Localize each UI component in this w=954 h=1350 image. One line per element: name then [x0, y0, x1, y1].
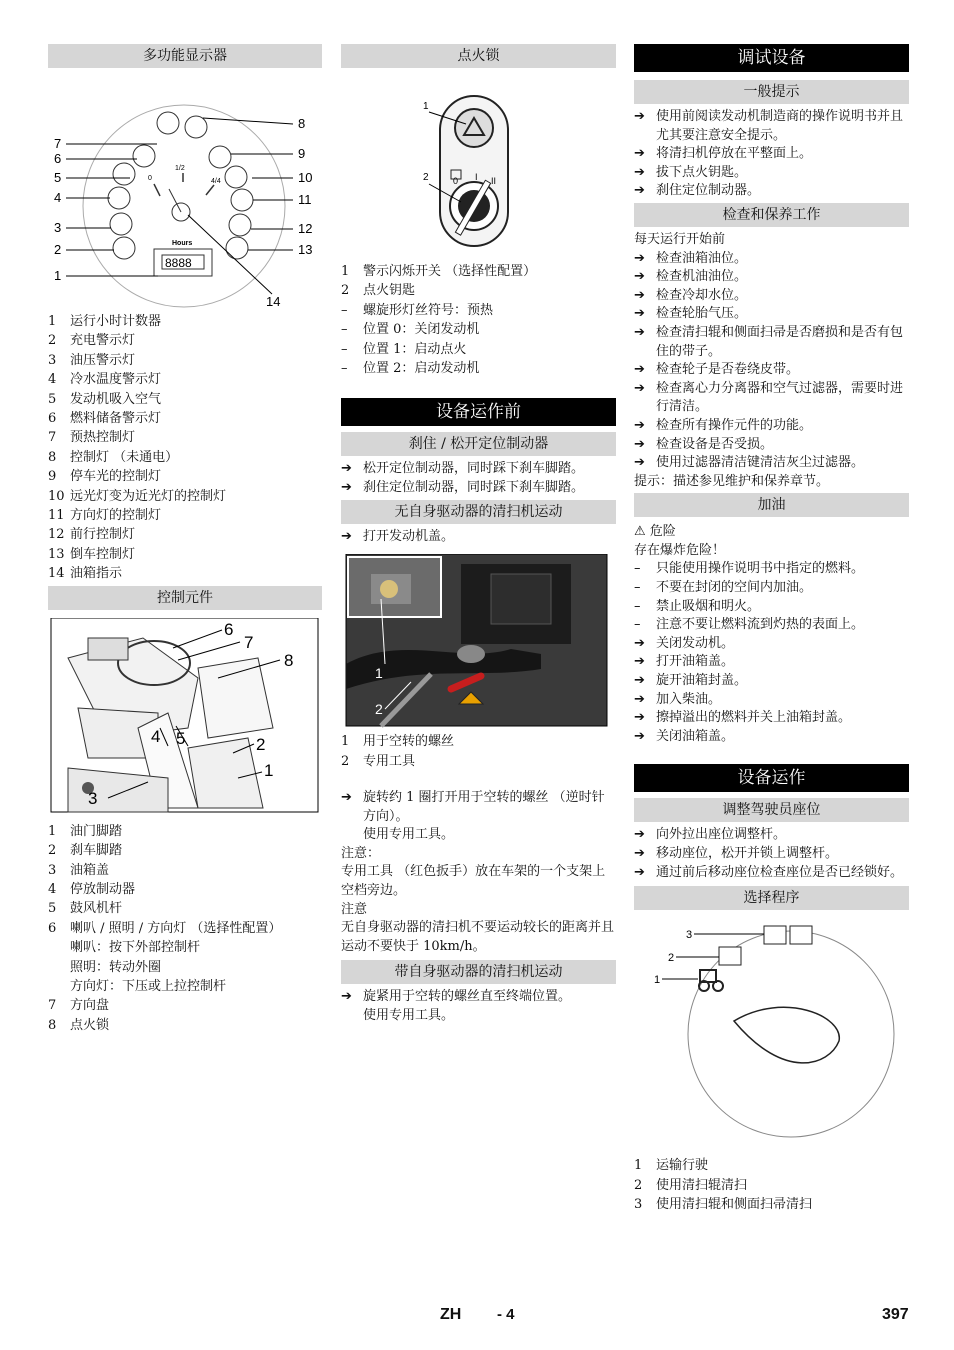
gauge-mark-half: 1/2	[175, 165, 185, 172]
item-number: 7	[48, 998, 57, 1014]
item-number: 13	[48, 546, 65, 562]
brake-steps	[341, 460, 616, 497]
list-item	[634, 108, 909, 145]
list-item	[341, 479, 616, 498]
arrow-icon: ➔	[341, 528, 352, 544]
item-text: 刹住定位制动器。	[656, 183, 761, 199]
item-number: 4	[48, 372, 57, 388]
item-text: 方向灯的控制灯	[70, 508, 162, 524]
item-text: 点火锁	[70, 1017, 110, 1033]
callout-11: 11	[298, 192, 312, 207]
list-item	[634, 579, 909, 598]
note1-text: 专用工具 （红色扳手）放在车架的一个支架上空档旁边。	[341, 864, 606, 898]
list-item	[48, 564, 322, 583]
list-item	[634, 1156, 909, 1175]
item-number: 5	[48, 391, 57, 407]
item-text: 刹车脚踏	[70, 843, 123, 859]
list-item	[634, 653, 909, 672]
column-1	[48, 44, 322, 1035]
program-callout-2: 2	[668, 952, 675, 965]
item-number: 2	[48, 843, 57, 859]
list-item	[634, 164, 909, 183]
list-item	[341, 460, 616, 479]
list-item	[634, 454, 909, 473]
item-text: 油箱盖	[70, 862, 110, 878]
item-text: 油门脚踏	[70, 823, 123, 839]
list-item	[634, 672, 909, 691]
list-item	[341, 752, 616, 771]
controls-callout-5: 5	[176, 728, 186, 748]
list-item	[634, 305, 909, 324]
item-text: 远光灯变为近光灯的控制灯	[70, 488, 227, 504]
item-text: 照明：转动外圈	[70, 959, 162, 975]
list-item	[341, 281, 616, 300]
list-item	[48, 899, 322, 918]
item-text: 通过前后移动座位检查座位是否已经锁好。	[656, 864, 904, 880]
item-number	[48, 938, 70, 957]
danger-items	[634, 560, 909, 634]
ignition-lock-diagram	[341, 82, 616, 258]
controls-legend-list	[48, 822, 322, 1035]
arrow-icon: ➔	[341, 790, 352, 806]
commissioning-heading: 调试设备	[634, 44, 909, 72]
check-intro: 每天运行开始前	[634, 231, 726, 247]
general-steps	[634, 108, 909, 201]
note2-label: 注意	[341, 901, 368, 917]
item-number: 5	[48, 901, 57, 917]
item-text: 检查离心力分离器和空气过滤器，需要时进行清洁。	[656, 380, 904, 415]
item-text: 不要在封闭的空间内加油。	[656, 580, 813, 596]
arrow-icon: ➔	[634, 827, 645, 843]
hours-label: Hours	[172, 240, 193, 247]
list-item	[634, 616, 909, 635]
item-text: 油箱指示	[70, 566, 123, 582]
program-callout-3: 3	[686, 929, 693, 942]
item-text: 位置 2：启动发动机	[363, 361, 480, 377]
arrow-icon: ➔	[634, 362, 645, 378]
item-text: 燃料储备警示灯	[70, 411, 162, 427]
item-number: 10	[48, 488, 65, 504]
item-text: 检查油箱油位。	[656, 250, 748, 266]
list-item	[634, 560, 909, 579]
controls-callout-1: 1	[264, 760, 274, 780]
item-number: 14	[48, 566, 65, 582]
controls-callout-6: 6	[224, 619, 234, 639]
turn-step-sub: 使用专用工具。	[363, 827, 455, 843]
item-number: 1	[48, 314, 57, 329]
list-item	[634, 268, 909, 287]
ignition-pos-1: I	[475, 172, 478, 182]
danger-row	[634, 523, 909, 542]
refuel-heading: 加油	[634, 493, 909, 517]
item-number: 11	[48, 508, 65, 524]
list-item	[341, 262, 616, 281]
note1-label: 注意：	[341, 845, 381, 861]
danger-label: 危险	[649, 524, 676, 540]
list-item	[634, 287, 909, 306]
list-item	[48, 351, 322, 370]
arrow-icon: ➔	[634, 654, 645, 670]
item-text: 向外拉出座位调整杆。	[656, 827, 787, 843]
arrow-icon: ➔	[634, 146, 645, 162]
item-text: 充电警示灯	[70, 333, 136, 349]
controls-photo-diagram	[48, 618, 322, 814]
list-item	[634, 598, 909, 617]
item-text: 冷水温度警示灯	[70, 372, 162, 388]
controls-heading: 控制元件	[48, 586, 322, 610]
list-item	[634, 728, 909, 747]
item-number: 4	[48, 881, 57, 897]
item-text: 禁止吸烟和明火。	[656, 598, 761, 614]
note2-text: 无自身驱动器的清扫机不要运动较长的距离并且运动不要快于 10km/h。	[341, 920, 615, 954]
engine-callout-1: 1	[375, 665, 383, 682]
dash-icon: –	[634, 617, 641, 633]
list-item	[634, 182, 909, 201]
brake-heading: 刹住 / 松开定位制动器	[341, 432, 616, 456]
item-text: 检查机油油位。	[656, 269, 748, 285]
item-number: 3	[634, 1197, 643, 1212]
arrow-icon: ➔	[341, 989, 352, 1005]
item-text: 移动座位，松开并锁上调整杆。	[656, 846, 839, 861]
callout-14: 14	[266, 294, 281, 309]
arrow-icon: ➔	[634, 417, 645, 433]
item-text: 喇叭：按下外部控制杆	[70, 940, 201, 956]
engine-callout-2: 2	[375, 701, 383, 718]
list-item: ➔ 旋紧用于空转的螺丝直至终端位置。	[341, 988, 616, 1007]
warning-icon: ⚠	[634, 524, 646, 540]
item-number: 8	[48, 449, 57, 465]
item-text: 擦掉溢出的燃料并关上油箱封盖。	[656, 710, 852, 726]
controls-callout-8: 8	[284, 650, 294, 670]
callout-3: 3	[54, 220, 62, 235]
check-steps	[634, 250, 909, 473]
engine-photo-diagram	[341, 554, 616, 728]
arrow-icon: ➔	[634, 691, 645, 707]
ignition-pos-2: II	[491, 176, 497, 186]
refuel-steps	[634, 635, 909, 747]
controls-callout-7: 7	[244, 632, 254, 652]
item-text: 使用前阅读发动机制造商的操作说明书并且尤其要注意安全提示。	[656, 109, 904, 143]
arrow-icon: ➔	[634, 250, 645, 266]
item-number: 7	[48, 430, 57, 446]
callout-9: 9	[298, 146, 306, 161]
item-text: 发动机吸入空气	[70, 391, 162, 407]
item-text: 油压警示灯	[70, 352, 136, 368]
dash-icon: –	[634, 561, 641, 577]
item-number: –	[341, 361, 348, 377]
callout-5: 5	[54, 170, 62, 185]
no-drive-steps	[341, 528, 616, 547]
item-number	[48, 977, 70, 996]
item-text: 使用过滤器清洁键清洁灰尘过滤器。	[656, 455, 865, 471]
callout-8: 8	[298, 116, 306, 131]
arrow-icon: ➔	[634, 183, 645, 199]
controls-callout-3: 3	[88, 788, 98, 808]
item-text: 前行控制灯	[70, 527, 136, 543]
list-item	[341, 301, 616, 320]
item-text: 将清扫机停放在平整面上。	[656, 146, 813, 162]
list-item	[48, 370, 322, 389]
ignition-legend-list	[341, 262, 616, 378]
item-text: 停放制动器	[70, 881, 136, 897]
column-3	[634, 44, 909, 1214]
callout-10: 10	[298, 170, 313, 185]
item-text: 喇叭 / 照明 / 方向灯 （选择性配置）	[70, 920, 282, 936]
item-text: 控制灯 （未通电）	[70, 449, 179, 465]
arrow-icon: ➔	[341, 461, 352, 477]
callout-6: 6	[54, 151, 62, 166]
list-item	[634, 380, 909, 417]
item-text: 方向盘	[70, 998, 110, 1014]
arrow-icon: ➔	[341, 480, 352, 496]
list-item	[634, 361, 909, 380]
item-number: 6	[48, 411, 57, 427]
list-item	[48, 525, 322, 544]
program-heading: 选择程序	[634, 886, 909, 910]
controls-callout-4: 4	[151, 726, 161, 746]
arrow-icon: ➔	[634, 436, 645, 452]
item-text: 用于空转的螺丝	[363, 734, 455, 750]
arrow-icon: ➔	[634, 455, 645, 471]
ignition-callout-1: 1	[423, 101, 429, 112]
list-item	[48, 312, 322, 331]
list-item: ➔ 旋转约 1 圈打开用于空转的螺丝 （逆时针方向）。	[341, 789, 616, 826]
item-text: 倒车控制灯	[70, 546, 136, 562]
arrow-icon: ➔	[634, 635, 645, 651]
item-text: 打开油箱盖。	[656, 654, 735, 670]
item-number: 3	[48, 352, 57, 368]
list-item	[48, 545, 322, 564]
item-number: –	[341, 302, 348, 318]
list-item	[634, 145, 909, 164]
dash-icon: –	[634, 598, 641, 614]
display-figure	[48, 72, 322, 312]
item-number: 1	[341, 734, 350, 750]
item-text: 方向灯：下压或上拉控制杆	[70, 978, 227, 994]
dash-icon: –	[634, 580, 641, 596]
list-item	[341, 528, 616, 547]
engine-legend-list	[341, 732, 616, 771]
list-item	[48, 861, 322, 880]
item-text: 位置 1：启动点火	[363, 341, 467, 357]
general-heading: 一般提示	[634, 80, 909, 104]
item-text: 检查所有操作元件的功能。	[656, 417, 813, 433]
list-item	[48, 841, 322, 860]
list-item	[48, 880, 322, 899]
program-callout-1: 1	[654, 974, 661, 987]
list-item	[341, 732, 616, 751]
callout-4: 4	[54, 190, 62, 205]
display-heading: 多功能显示器	[48, 44, 322, 68]
callout-7: 7	[54, 136, 62, 151]
with-drive-sub: 使用专用工具。	[363, 1007, 455, 1023]
item-text: 鼓风机杆	[70, 901, 123, 917]
item-number: 12	[48, 527, 65, 543]
item-text: 运行小时计数器	[70, 314, 162, 329]
arrow-icon: ➔	[634, 673, 645, 689]
svg-text:8888: 8888	[165, 256, 192, 270]
item-number: 1	[341, 264, 350, 279]
list-item	[48, 331, 322, 350]
item-text: 关闭发动机。	[656, 635, 735, 651]
item-text: 检查轮胎气压。	[656, 306, 748, 322]
arrow-icon: ➔	[634, 269, 645, 285]
list-item	[341, 340, 616, 359]
callout-12: 12	[298, 221, 313, 236]
item-number	[48, 958, 70, 977]
program-selector-diagram	[634, 916, 909, 1152]
list-item	[48, 977, 322, 996]
arrow-icon: ➔	[634, 109, 645, 124]
item-text: 打开发动机盖。	[363, 528, 455, 544]
ignition-pos-0: 0	[453, 176, 459, 186]
item-text: 点火钥匙	[363, 283, 416, 299]
item-text: 检查轮子是否卷绕皮带。	[656, 362, 800, 378]
list-item	[634, 691, 909, 710]
item-number: 8	[48, 1017, 57, 1033]
list-item	[634, 324, 909, 361]
list-item	[634, 1176, 909, 1195]
turn-steps	[341, 789, 616, 826]
list-item	[341, 320, 616, 339]
with-drive-steps	[341, 988, 616, 1007]
item-text: 刹住定位制动器，同时踩下刹车脚踏。	[363, 480, 585, 496]
callout-1: 1	[54, 268, 62, 283]
list-item	[48, 467, 322, 486]
list-item	[48, 919, 322, 938]
item-text: 旋开油箱封盖。	[656, 673, 748, 689]
item-text: 预热控制灯	[70, 430, 136, 446]
arrow-icon: ➔	[634, 324, 645, 340]
item-text: 只能使用操作说明书中指定的燃料。	[656, 561, 865, 577]
gauge-mark-full: 4/4	[211, 178, 221, 185]
column-2	[341, 44, 616, 1026]
list-item	[48, 1016, 322, 1035]
footer-page-local: - 4	[497, 1306, 515, 1323]
no-drive-heading: 无自身驱动器的清扫机运动	[341, 500, 616, 524]
arrow-icon: ➔	[634, 864, 645, 880]
multifunction-display-diagram	[48, 72, 322, 312]
list-item	[48, 506, 322, 525]
item-text: 检查清扫辊和侧面扫帚是否磨损和是否有包住的带子。	[656, 324, 904, 359]
item-text: 位置 0：关闭发动机	[363, 322, 480, 338]
callout-2: 2	[54, 242, 62, 257]
arrow-icon: ➔	[634, 710, 645, 726]
item-text: 关闭油箱盖。	[656, 728, 735, 744]
item-text: 检查冷却水位。	[656, 287, 748, 303]
item-number: –	[341, 341, 348, 357]
item-text: 使用清扫辊和侧面扫帚清扫	[656, 1197, 813, 1212]
list-item	[48, 487, 322, 506]
list-item	[341, 359, 616, 378]
ignition-callout-2: 2	[423, 172, 429, 183]
list-item	[48, 822, 322, 841]
list-item	[634, 709, 909, 728]
gauge-mark-0: 0	[148, 175, 152, 182]
item-text: 加入柴油。	[656, 691, 722, 707]
item-number: 1	[48, 823, 57, 839]
list-item	[48, 448, 322, 467]
item-text: 专用工具	[363, 753, 416, 769]
list-item	[634, 864, 909, 883]
ignition-figure	[341, 82, 616, 262]
arrow-icon: ➔	[634, 164, 645, 180]
item-number: 9	[48, 469, 57, 485]
item-text: 松开定位制动器，同时踩下刹车脚踏。	[363, 461, 585, 477]
display-legend-list	[48, 312, 322, 584]
item-text: 拔下点火钥匙。	[656, 164, 748, 180]
footer-language: ZH	[440, 1306, 462, 1323]
item-text: 使用清扫辊清扫	[656, 1177, 748, 1193]
danger-intro: 存在爆炸危险！	[634, 542, 726, 558]
item-text: 检查设备是否受损。	[656, 436, 774, 452]
list-item	[634, 845, 909, 864]
list-item	[634, 417, 909, 436]
item-text: 注意不要让燃料流到灼热的表面上。	[656, 617, 865, 633]
item-text: 停车光的控制灯	[70, 469, 162, 485]
list-item	[634, 436, 909, 455]
list-item	[634, 826, 909, 845]
item-text: 螺旋形灯丝符号：预热	[363, 302, 494, 318]
seat-steps	[634, 826, 909, 882]
callout-13: 13	[298, 242, 313, 257]
list-item	[48, 938, 322, 957]
list-item	[48, 409, 322, 428]
list-item	[48, 428, 322, 447]
check-heading: 检查和保养工作	[634, 203, 909, 227]
ignition-heading: 点火锁	[341, 44, 616, 68]
controls-callout-2: 2	[256, 734, 266, 754]
list-item	[48, 958, 322, 977]
program-figure	[634, 916, 909, 1156]
list-item	[634, 1195, 909, 1214]
arrow-icon: ➔	[634, 306, 645, 322]
operation-heading: 设备运作	[634, 764, 909, 792]
arrow-icon: ➔	[634, 287, 645, 303]
item-text: 警示闪烁开关 （选择性配置）	[363, 264, 537, 279]
item-number: –	[341, 322, 348, 338]
item-number: 2	[48, 333, 57, 349]
item-number: 3	[48, 862, 57, 878]
arrow-icon: ➔	[634, 380, 645, 396]
footer-page-total: 397	[882, 1306, 909, 1323]
item-number: 1	[634, 1158, 643, 1174]
item-number: 2	[634, 1177, 643, 1193]
arrow-icon: ➔	[634, 728, 645, 744]
check-hint: 提示：描述参见维护和保养章节。	[634, 473, 830, 489]
item-number: 2	[341, 283, 350, 299]
item-text: 运输行驶	[656, 1158, 709, 1174]
arrow-icon: ➔	[634, 846, 645, 861]
before-operation-heading: 设备运作前	[341, 398, 616, 426]
list-item	[634, 635, 909, 654]
list-item	[48, 390, 322, 409]
item-number: 2	[341, 753, 350, 769]
list-item	[634, 250, 909, 269]
item-number: 6	[48, 920, 57, 936]
controls-figure	[48, 618, 322, 822]
with-drive-heading: 带自身驱动器的清扫机运动	[341, 960, 616, 984]
list-item	[48, 996, 322, 1015]
engine-figure	[341, 554, 616, 732]
seat-heading: 调整驾驶员座位	[634, 798, 909, 822]
program-legend-list	[634, 1156, 909, 1214]
